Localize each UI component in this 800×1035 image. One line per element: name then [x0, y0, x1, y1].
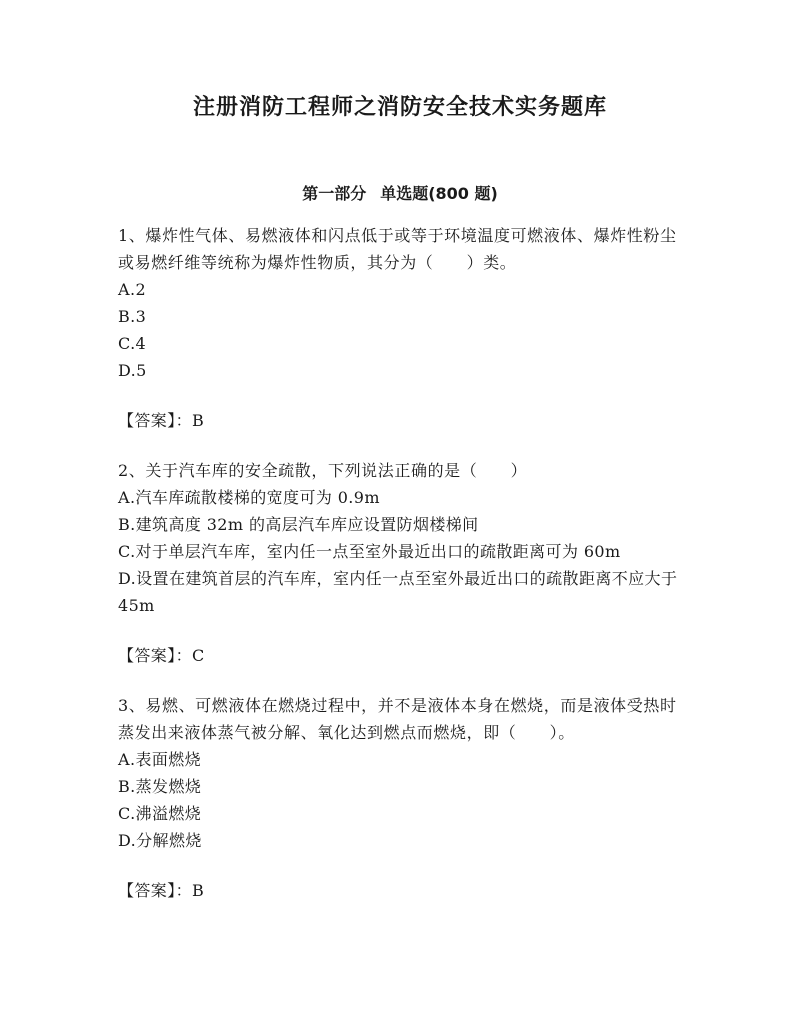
question-1 [118, 222, 684, 434]
option-d: D.分解燃烧 [118, 831, 202, 850]
answer-value: C [192, 646, 205, 665]
option-d: D.设置在建筑首层的汽车库，室内任一点至室外最近出口的疏散距离不应大于 45m [118, 569, 678, 615]
question-3 [118, 692, 684, 904]
option-c: C.4 [118, 334, 147, 353]
option-d: D.5 [118, 361, 147, 380]
answer-line [118, 642, 684, 669]
question-2 [118, 457, 684, 669]
document-title: 注册消防工程师之消防安全技术实务题库 [192, 95, 607, 120]
answer-value: B [192, 411, 205, 430]
question-stem: 2、关于汽车库的安全疏散，下列说法正确的是（ ） [118, 461, 528, 480]
answer-label: 【答案】： [118, 411, 193, 430]
option-c: C.沸溢燃烧 [118, 804, 202, 823]
question-stem: 1、爆炸性气体、易燃液体和闪点低于或等于环境温度可燃液体、爆炸性粉尘或易燃纤维等统称为爆炸性物质，其分为（ ）类。 [118, 226, 677, 272]
answer-label: 【答案】： [118, 881, 193, 900]
section-heading [0, 182, 800, 206]
answer-line [118, 407, 684, 434]
option-c: C.对于单层汽车库，室内任一点至室外最近出口的疏散距离可为 60m [118, 542, 621, 561]
option-a: A.表面燃烧 [118, 750, 202, 769]
answer-line [118, 877, 684, 904]
question-stem: 3、易燃、可燃液体在燃烧过程中，并不是液体本身在燃烧，而是液体受热时蒸发出来液体蒸气被分解、氧化达到燃点而燃烧，即（ ）。 [118, 696, 677, 742]
answer-value: B [192, 881, 205, 900]
answer-label: 【答案】： [118, 646, 193, 665]
question-list [118, 222, 684, 927]
option-b: B.蒸发燃烧 [118, 777, 202, 796]
option-a: A.汽车库疏散楼梯的宽度可为 0.9m [118, 488, 380, 507]
option-b: B.3 [118, 307, 147, 326]
section-part: 第一部分 [302, 184, 367, 203]
option-b: B.建筑高度 32m 的高层汽车库应设置防烟楼梯间 [118, 515, 479, 534]
option-a: A.2 [118, 280, 147, 299]
section-name: 单选题(800 题) [380, 184, 498, 203]
